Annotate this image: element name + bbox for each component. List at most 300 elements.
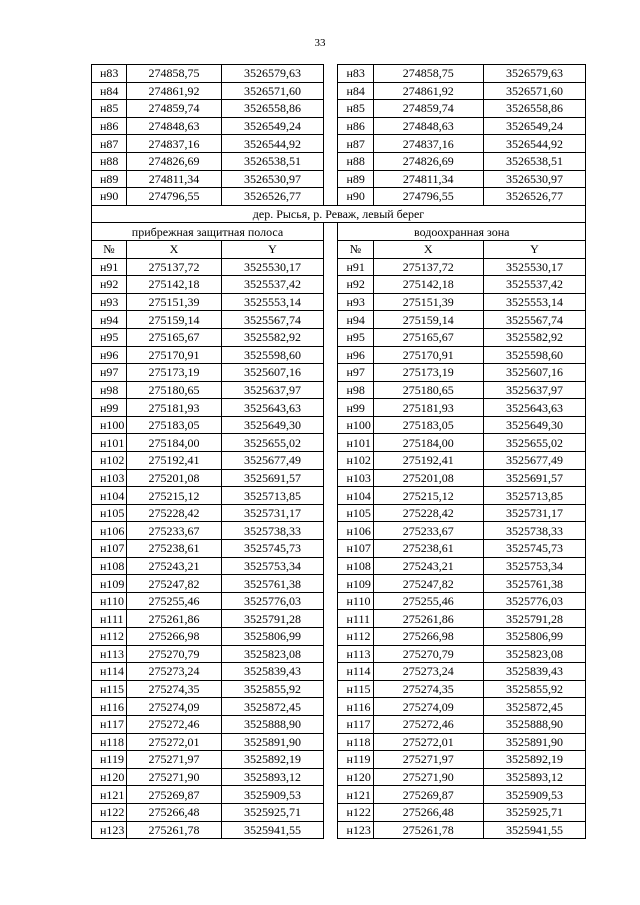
x-left: 275271,90: [127, 768, 222, 786]
point-number-left: н95: [92, 328, 127, 346]
left-heading: прибрежная защитная полоса: [92, 223, 324, 241]
column-gap: [324, 557, 338, 575]
x-left: 275269,87: [127, 786, 222, 804]
y-left: 3525855,92: [221, 680, 323, 698]
point-number-right: н93: [338, 293, 373, 311]
x-right: 275159,14: [373, 311, 483, 329]
point-number-right: н107: [338, 540, 373, 558]
y-left: 3526544,92: [221, 135, 323, 153]
table-row: [92, 82, 586, 100]
y-left: 3525791,28: [221, 610, 323, 628]
y-right: 3525872,45: [483, 698, 585, 716]
table-row: [92, 381, 586, 399]
x-right: 275165,67: [373, 328, 483, 346]
y-left: 3525567,74: [221, 311, 323, 329]
table-row: [92, 416, 586, 434]
x-right: 275201,08: [373, 469, 483, 487]
y-right: 3525776,03: [483, 592, 585, 610]
y-left: 3525806,99: [221, 628, 323, 646]
x-left: 275266,98: [127, 628, 222, 646]
point-number-right: н111: [338, 610, 373, 628]
x-right: 275272,46: [373, 715, 483, 733]
column-gap: [324, 381, 338, 399]
x-right: 275228,42: [373, 504, 483, 522]
y-left: 3525925,71: [221, 803, 323, 821]
point-number-left: н88: [92, 152, 127, 170]
x-left: 275238,61: [127, 540, 222, 558]
x-left: 275215,12: [127, 487, 222, 505]
y-left: 3526558,86: [221, 100, 323, 118]
x-right: 274848,63: [373, 117, 483, 135]
table-row: [92, 452, 586, 470]
y-left: 3525753,34: [221, 557, 323, 575]
x-left: 275183,05: [127, 416, 222, 434]
x-right: 275266,98: [373, 628, 483, 646]
header-y-left: Y: [221, 240, 323, 258]
table-row: [92, 328, 586, 346]
point-number-left: н121: [92, 786, 127, 804]
table-row: [92, 715, 586, 733]
y-left: 3525745,73: [221, 540, 323, 558]
y-right: 3526571,60: [483, 82, 585, 100]
point-number-right: н105: [338, 504, 373, 522]
column-gap: [324, 645, 338, 663]
x-left: 275142,18: [127, 276, 222, 294]
point-number-right: н106: [338, 522, 373, 540]
x-left: 275151,39: [127, 293, 222, 311]
y-left: 3526526,77: [221, 188, 323, 206]
y-left: 3526549,24: [221, 117, 323, 135]
y-left: 3525643,63: [221, 399, 323, 417]
column-gap: [324, 487, 338, 505]
x-left: 275184,00: [127, 434, 222, 452]
y-right: 3525855,92: [483, 680, 585, 698]
point-number-left: н101: [92, 434, 127, 452]
y-left: 3526579,63: [221, 65, 323, 83]
y-left: 3525530,17: [221, 258, 323, 276]
column-gap: [324, 663, 338, 681]
header-y-right: Y: [483, 240, 585, 258]
y-right: 3526579,63: [483, 65, 585, 83]
column-gap: [324, 223, 338, 241]
column-gap: [324, 293, 338, 311]
table-row: [92, 522, 586, 540]
x-left: 275233,67: [127, 522, 222, 540]
y-right: 3526526,77: [483, 188, 585, 206]
point-number-right: н96: [338, 346, 373, 364]
column-gap: [324, 258, 338, 276]
table-row: [92, 311, 586, 329]
table-row: [92, 803, 586, 821]
y-left: 3525909,53: [221, 786, 323, 804]
column-gap: [324, 82, 338, 100]
column-gap: [324, 346, 338, 364]
x-left: 275243,21: [127, 557, 222, 575]
point-number-right: н118: [338, 733, 373, 751]
x-right: 275184,00: [373, 434, 483, 452]
column-gap: [324, 592, 338, 610]
point-number-right: н92: [338, 276, 373, 294]
y-right: 3525806,99: [483, 628, 585, 646]
point-number-left: н117: [92, 715, 127, 733]
point-number-left: н122: [92, 803, 127, 821]
y-right: 3525677,49: [483, 452, 585, 470]
y-right: 3525567,74: [483, 311, 585, 329]
point-number-right: н115: [338, 680, 373, 698]
point-number-left: н87: [92, 135, 127, 153]
point-number-left: н89: [92, 170, 127, 188]
x-left: 274837,16: [127, 135, 222, 153]
x-right: 275274,35: [373, 680, 483, 698]
y-right: 3525649,30: [483, 416, 585, 434]
column-gap: [324, 364, 338, 382]
point-number-left: н103: [92, 469, 127, 487]
point-number-right: н122: [338, 803, 373, 821]
point-number-right: н116: [338, 698, 373, 716]
y-right: 3525655,02: [483, 434, 585, 452]
point-number-left: н110: [92, 592, 127, 610]
x-right: 275180,65: [373, 381, 483, 399]
x-left: 274826,69: [127, 152, 222, 170]
x-left: 275181,93: [127, 399, 222, 417]
x-right: 275137,72: [373, 258, 483, 276]
y-right: 3525530,17: [483, 258, 585, 276]
point-number-right: н117: [338, 715, 373, 733]
point-number-left: н108: [92, 557, 127, 575]
y-right: 3525643,63: [483, 399, 585, 417]
column-gap: [324, 610, 338, 628]
y-left: 3525598,60: [221, 346, 323, 364]
x-left: 274811,34: [127, 170, 222, 188]
column-gap: [324, 276, 338, 294]
column-gap: [324, 733, 338, 751]
point-number-left: н102: [92, 452, 127, 470]
point-number-right: н110: [338, 592, 373, 610]
column-gap: [324, 100, 338, 118]
table-row: [92, 293, 586, 311]
table-row: [92, 786, 586, 804]
section-title: дер. Рысья, р. Реваж, левый берег: [92, 205, 586, 223]
x-right: 275192,41: [373, 452, 483, 470]
x-right: 274861,92: [373, 82, 483, 100]
y-right: 3526549,24: [483, 117, 585, 135]
rows-before: [92, 65, 586, 206]
column-gap: [324, 504, 338, 522]
column-gap: [324, 698, 338, 716]
table-row: [92, 152, 586, 170]
point-number-left: н111: [92, 610, 127, 628]
y-right: 3525941,55: [483, 821, 585, 839]
y-left: 3525839,43: [221, 663, 323, 681]
y-right: 3525637,97: [483, 381, 585, 399]
x-left: 275271,97: [127, 751, 222, 769]
point-number-right: н91: [338, 258, 373, 276]
page-number: 33: [314, 37, 326, 49]
point-number-right: н113: [338, 645, 373, 663]
coordinates-table: [91, 64, 586, 839]
y-right: 3525891,90: [483, 733, 585, 751]
x-right: 274859,74: [373, 100, 483, 118]
point-number-right: н102: [338, 452, 373, 470]
y-left: 3525691,57: [221, 469, 323, 487]
x-right: 274796,55: [373, 188, 483, 206]
column-gap: [324, 416, 338, 434]
point-number-right: н87: [338, 135, 373, 153]
point-number-left: н83: [92, 65, 127, 83]
x-right: 275261,86: [373, 610, 483, 628]
point-number-left: н90: [92, 188, 127, 206]
point-number-right: н85: [338, 100, 373, 118]
table-row: [92, 768, 586, 786]
y-right: 3525909,53: [483, 786, 585, 804]
table-row: [92, 434, 586, 452]
y-left: 3526530,97: [221, 170, 323, 188]
y-right: 3525607,16: [483, 364, 585, 382]
table-row: [92, 170, 586, 188]
point-number-right: н90: [338, 188, 373, 206]
x-right: 275181,93: [373, 399, 483, 417]
x-left: 275261,78: [127, 821, 222, 839]
table-row: [92, 469, 586, 487]
table-row: [92, 575, 586, 593]
x-right: 275273,24: [373, 663, 483, 681]
x-right: 275215,12: [373, 487, 483, 505]
x-right: 275142,18: [373, 276, 483, 294]
column-gap: [324, 821, 338, 839]
point-number-right: н83: [338, 65, 373, 83]
table-row: [92, 680, 586, 698]
table-row: [92, 610, 586, 628]
table-row: [92, 100, 586, 118]
column-gap: [324, 135, 338, 153]
point-number-right: н88: [338, 152, 373, 170]
column-gap: [324, 540, 338, 558]
point-number-left: н114: [92, 663, 127, 681]
point-number-right: н120: [338, 768, 373, 786]
point-number-left: н115: [92, 680, 127, 698]
x-left: 275270,79: [127, 645, 222, 663]
column-gap: [324, 680, 338, 698]
point-number-left: н113: [92, 645, 127, 663]
y-right: 3525823,08: [483, 645, 585, 663]
y-right: 3525582,92: [483, 328, 585, 346]
point-number-right: н97: [338, 364, 373, 382]
point-number-left: н123: [92, 821, 127, 839]
y-left: 3525941,55: [221, 821, 323, 839]
column-gap: [324, 188, 338, 206]
column-gap: [324, 469, 338, 487]
x-left: 275180,65: [127, 381, 222, 399]
y-left: 3526538,51: [221, 152, 323, 170]
x-left: 275247,82: [127, 575, 222, 593]
column-gap: [324, 768, 338, 786]
point-number-left: н94: [92, 311, 127, 329]
point-number-left: н118: [92, 733, 127, 751]
y-right: 3525761,38: [483, 575, 585, 593]
x-right: 274811,34: [373, 170, 483, 188]
table-row: [92, 592, 586, 610]
point-number-left: н120: [92, 768, 127, 786]
point-number-right: н108: [338, 557, 373, 575]
x-right: 275247,82: [373, 575, 483, 593]
right-heading: водоохранная зона: [338, 223, 586, 241]
y-right: 3525925,71: [483, 803, 585, 821]
point-number-left: н92: [92, 276, 127, 294]
table-row: [92, 65, 586, 83]
column-gap: [324, 522, 338, 540]
x-right: 275274,09: [373, 698, 483, 716]
y-left: 3525891,90: [221, 733, 323, 751]
x-right: 275271,97: [373, 751, 483, 769]
column-gap: [324, 117, 338, 135]
column-gap: [324, 65, 338, 83]
y-right: 3525892,19: [483, 751, 585, 769]
rows-after: [92, 258, 586, 839]
y-right: 3525791,28: [483, 610, 585, 628]
point-number-left: н107: [92, 540, 127, 558]
x-right: 275170,91: [373, 346, 483, 364]
column-gap: [324, 751, 338, 769]
point-number-right: н94: [338, 311, 373, 329]
x-right: 275243,21: [373, 557, 483, 575]
y-right: 3525745,73: [483, 540, 585, 558]
x-right: 275173,19: [373, 364, 483, 382]
x-right: 275183,05: [373, 416, 483, 434]
y-left: 3525888,90: [221, 715, 323, 733]
y-left: 3525713,85: [221, 487, 323, 505]
column-gap: [324, 311, 338, 329]
table-row: [92, 751, 586, 769]
y-left: 3525649,30: [221, 416, 323, 434]
point-number-left: н99: [92, 399, 127, 417]
x-right: 275255,46: [373, 592, 483, 610]
x-right: 275266,48: [373, 803, 483, 821]
y-left: 3525637,97: [221, 381, 323, 399]
x-right: 275271,90: [373, 768, 483, 786]
x-left: 275273,24: [127, 663, 222, 681]
column-gap: [324, 328, 338, 346]
point-number-left: н116: [92, 698, 127, 716]
x-right: 275151,39: [373, 293, 483, 311]
point-number-right: н84: [338, 82, 373, 100]
y-right: 3525888,90: [483, 715, 585, 733]
y-right: 3525753,34: [483, 557, 585, 575]
table-row: [92, 399, 586, 417]
x-right: 275238,61: [373, 540, 483, 558]
point-number-left: н106: [92, 522, 127, 540]
table-row: [92, 504, 586, 522]
x-right: 275269,87: [373, 786, 483, 804]
x-left: 274796,55: [127, 188, 222, 206]
y-right: 3525731,17: [483, 504, 585, 522]
x-left: 275272,01: [127, 733, 222, 751]
y-left: 3525776,03: [221, 592, 323, 610]
y-left: 3525582,92: [221, 328, 323, 346]
y-right: 3525537,42: [483, 276, 585, 294]
y-left: 3525553,14: [221, 293, 323, 311]
y-left: 3525893,12: [221, 768, 323, 786]
table-row: [92, 645, 586, 663]
point-number-right: н119: [338, 751, 373, 769]
point-number-right: н98: [338, 381, 373, 399]
y-right: 3525713,85: [483, 487, 585, 505]
point-number-right: н99: [338, 399, 373, 417]
point-number-left: н105: [92, 504, 127, 522]
y-left: 3525607,16: [221, 364, 323, 382]
x-right: 274837,16: [373, 135, 483, 153]
y-left: 3525761,38: [221, 575, 323, 593]
x-right: 274826,69: [373, 152, 483, 170]
point-number-right: н109: [338, 575, 373, 593]
point-number-left: н93: [92, 293, 127, 311]
table-row: [92, 258, 586, 276]
point-number-left: н104: [92, 487, 127, 505]
y-left: 3525677,49: [221, 452, 323, 470]
y-left: 3525823,08: [221, 645, 323, 663]
point-number-right: н100: [338, 416, 373, 434]
table-row: [92, 557, 586, 575]
y-right: 3526530,97: [483, 170, 585, 188]
table-row: [92, 663, 586, 681]
section-header: [92, 205, 586, 258]
point-number-left: н112: [92, 628, 127, 646]
header-x-right: X: [373, 240, 483, 258]
table-row: [92, 628, 586, 646]
y-right: 3525738,33: [483, 522, 585, 540]
table-row: [92, 364, 586, 382]
y-right: 3525893,12: [483, 768, 585, 786]
y-left: 3525655,02: [221, 434, 323, 452]
x-left: 275201,08: [127, 469, 222, 487]
point-number-left: н91: [92, 258, 127, 276]
x-right: 275261,78: [373, 821, 483, 839]
point-number-right: н103: [338, 469, 373, 487]
x-right: 274858,75: [373, 65, 483, 83]
x-left: 275173,19: [127, 364, 222, 382]
x-left: 275170,91: [127, 346, 222, 364]
y-left: 3525892,19: [221, 751, 323, 769]
y-left: 3525872,45: [221, 698, 323, 716]
point-number-right: н89: [338, 170, 373, 188]
column-gap: [324, 786, 338, 804]
header-number-left: №: [92, 240, 127, 258]
y-right: 3525839,43: [483, 663, 585, 681]
table-row: [92, 733, 586, 751]
point-number-left: н84: [92, 82, 127, 100]
x-left: 274861,92: [127, 82, 222, 100]
point-number-right: н95: [338, 328, 373, 346]
x-left: 275261,86: [127, 610, 222, 628]
y-right: 3525598,60: [483, 346, 585, 364]
y-right: 3526538,51: [483, 152, 585, 170]
point-number-left: н100: [92, 416, 127, 434]
point-number-left: н97: [92, 364, 127, 382]
y-left: 3525738,33: [221, 522, 323, 540]
table-row: [92, 821, 586, 839]
y-left: 3525731,17: [221, 504, 323, 522]
column-gap: [324, 715, 338, 733]
column-gap: [324, 170, 338, 188]
y-right: 3525553,14: [483, 293, 585, 311]
point-number-right: н104: [338, 487, 373, 505]
x-left: 275228,42: [127, 504, 222, 522]
x-left: 275137,72: [127, 258, 222, 276]
table-row: [92, 276, 586, 294]
x-left: 274858,75: [127, 65, 222, 83]
table-row: [92, 540, 586, 558]
y-left: 3526571,60: [221, 82, 323, 100]
x-right: 275272,01: [373, 733, 483, 751]
